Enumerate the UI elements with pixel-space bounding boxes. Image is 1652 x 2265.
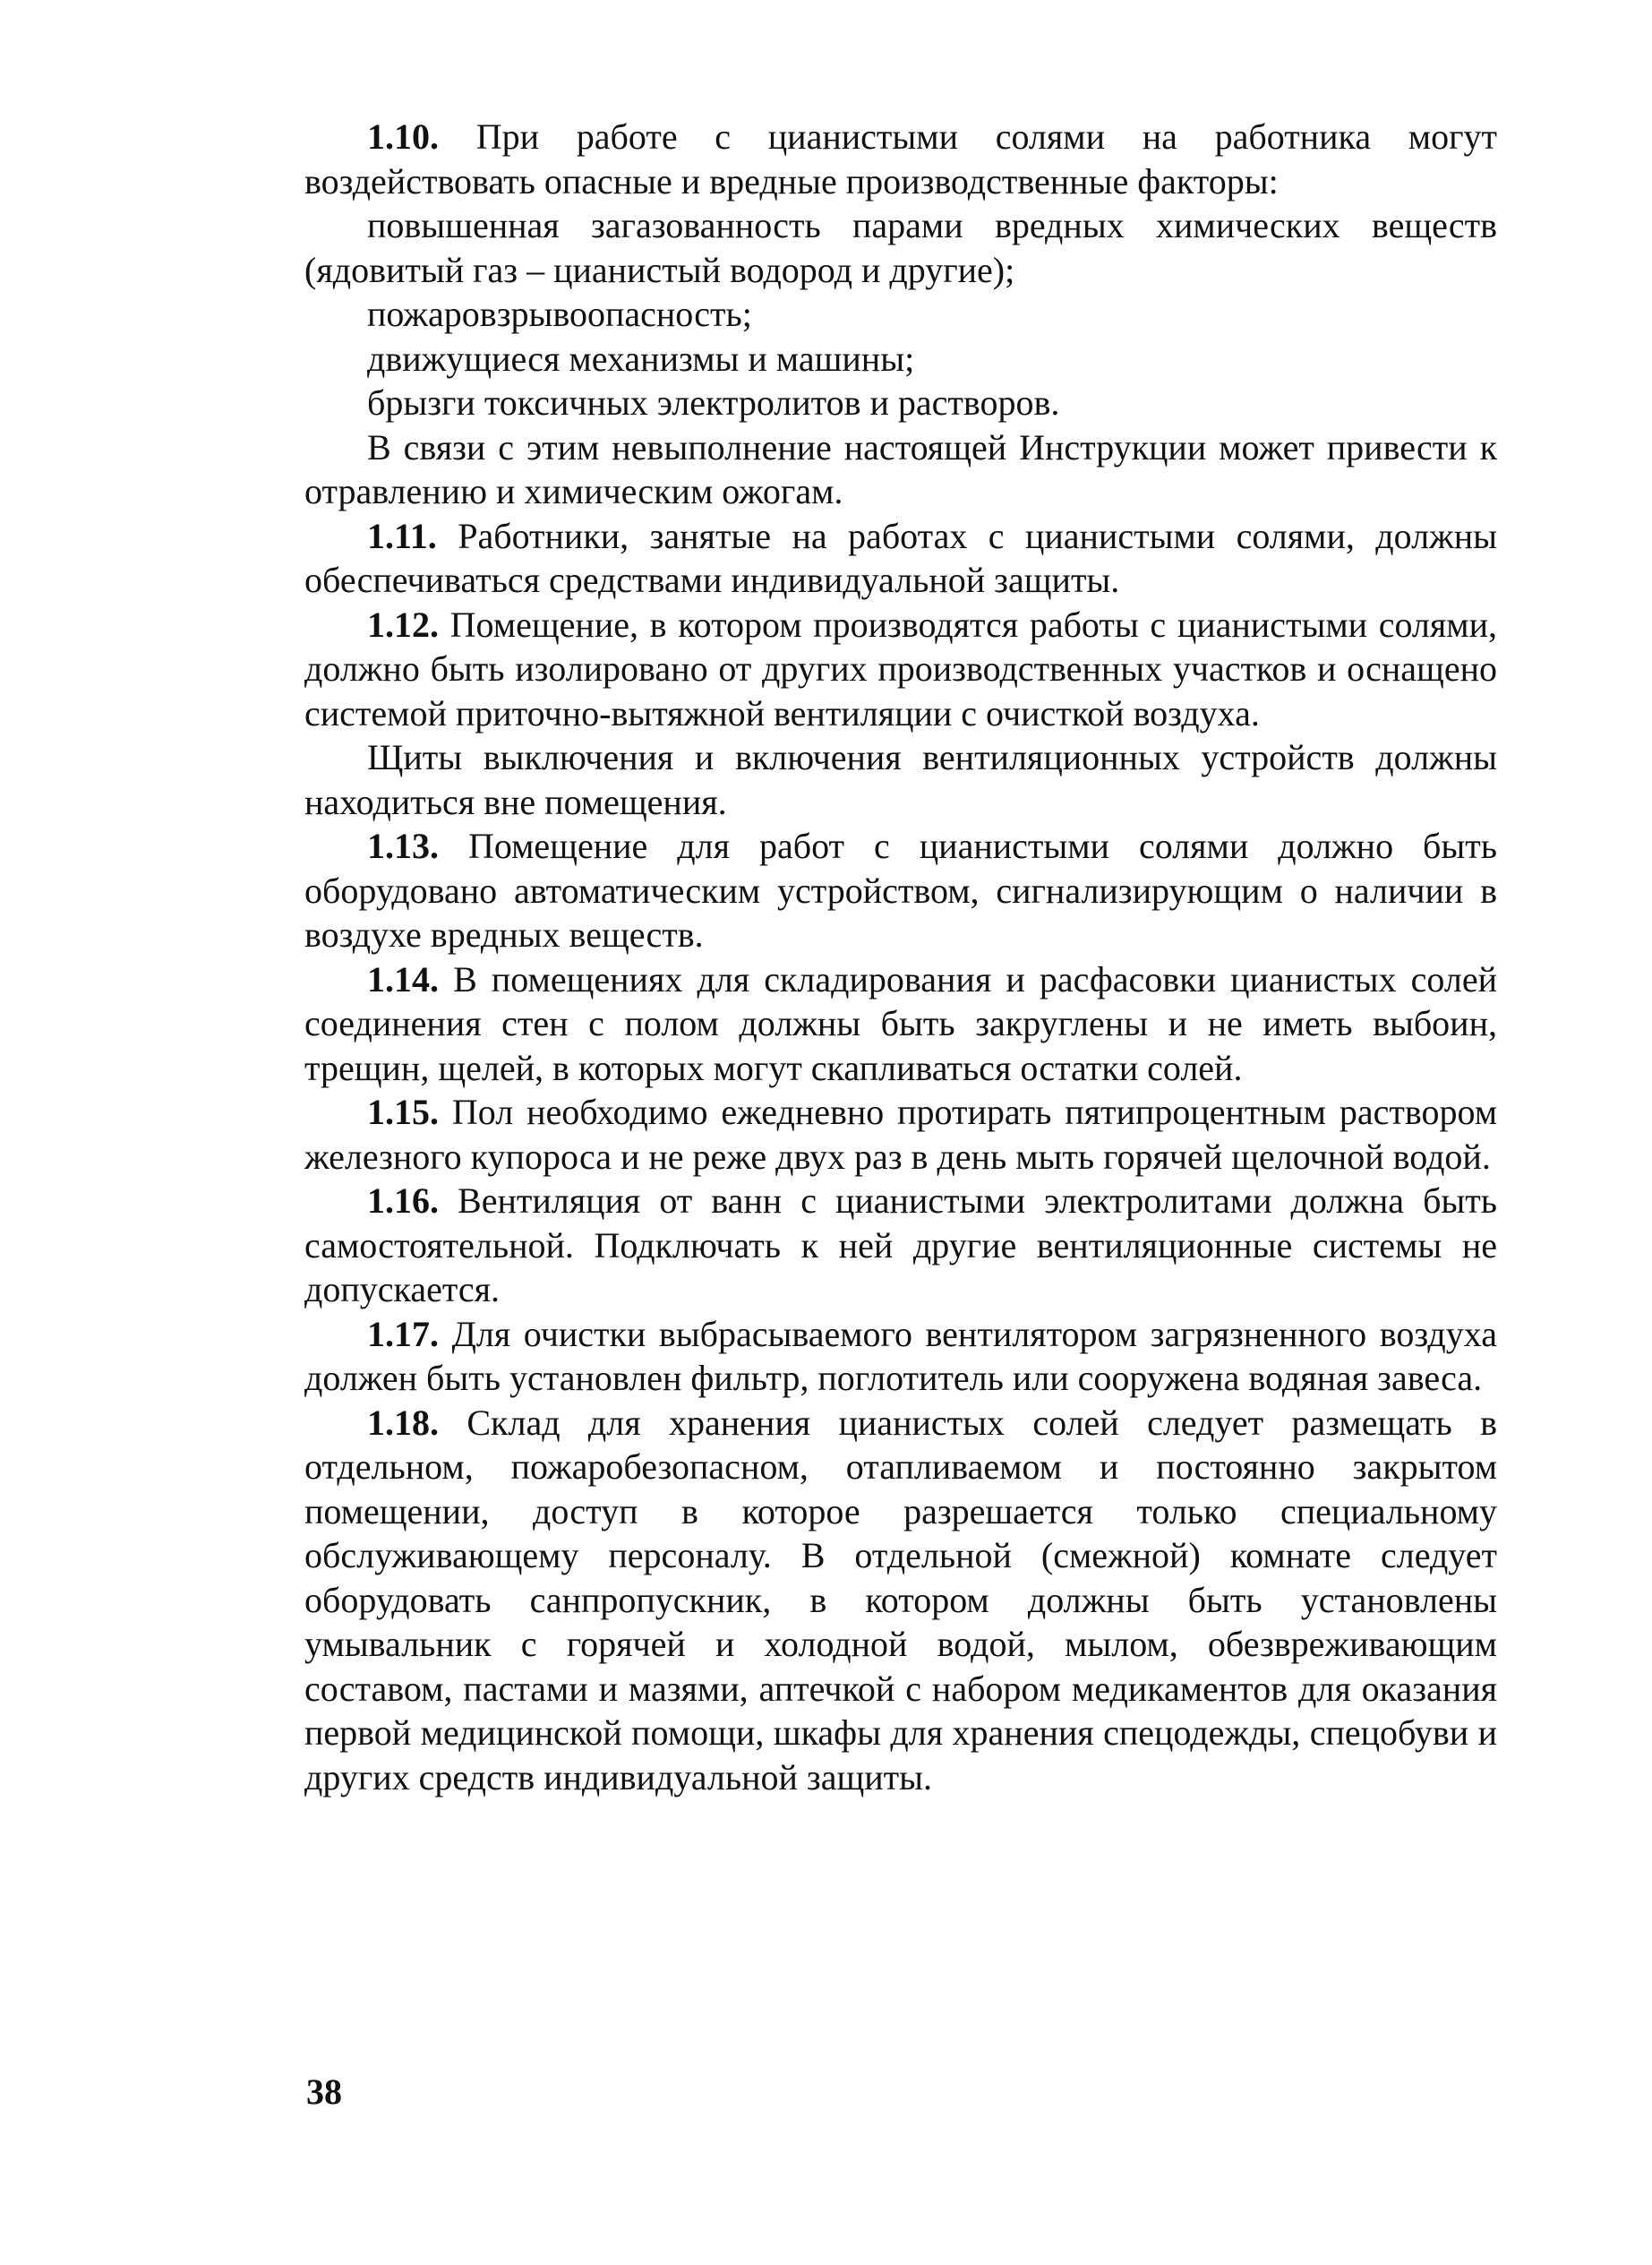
paragraph-text: При работе с цианистыми солями на работника могут воздействовать опасные и вредные производственные факторы: [304,116,1498,202]
paragraph-text: Помещение для работ с цианистыми солями должно быть оборудовано автоматическим устройством, сигнализирующим о наличии в воздухе вредных веществ. [304,826,1497,955]
paragraph-1-14 [304,957,1497,1091]
paragraph-1-18 [304,1401,1497,1800]
list-item-mechanisms [304,337,1497,382]
paragraph-1-11 [304,514,1497,603]
paragraph-1-12 [304,603,1497,736]
paragraph-1-16 [304,1179,1497,1312]
paragraph-text: Для очистки выбрасываемого вентилятором загрязненного воздуха должен быть установлен фильтр, поглотитель или сооружена водяная завеса. [304,1313,1498,1398]
paragraph-text: Работники, занятые на работах с цианистыми солями, должны обеспечиваться средствами индивидуальной защиты. [304,515,1497,600]
paragraph-text: Склад для хранения цианистых солей следует размещать в отдельном, пожаробезопасном, отапливаемом и постоянно закрытом помещении, доступ в которое разрешается только специальному обслуживающему персоналу. В отдельной (смежной) комнате следует оборудовать санпропускник, в котором должны быть установлены умывальник с горячей и холодной водой, мылом, обезвреживающим составом, пастами и мазями, аптечкой с набором медикаментов для оказания первой медицинской помощи, шкафы для хранения спецодежды, спецобуви и других средств индивидуальной защиты. [304,1402,1497,1797]
paragraph-text: повышенная загазованность парами вредных химических веществ (ядовитый газ – цианистый водород и другие); [304,205,1497,290]
paragraph-1-15 [304,1090,1497,1179]
paragraph-text: брызги токсичных электролитов и растворов. [367,382,1060,423]
paragraph-text: пожаровзрывоопасность; [367,294,752,334]
paragraph-1-17 [304,1312,1497,1401]
clause-number: 1.10. [367,116,439,157]
clause-number: 1.14. [367,958,439,1000]
list-item-splashes [304,381,1497,425]
paragraph-text: В помещениях для складирования и расфасовки цианистых солей соединения стен с полом должны быть закруглены и не иметь выбоин, трещин, щелей, в которых могут скапливаться остатки солей. [304,958,1497,1088]
list-item-gas [304,203,1497,292]
paragraph-text: Помещение, в котором производятся работы с цианистыми солями, должно быть изолировано от других производственных участков и оснащено системой приточно-вытяжной вентиляции с очисткой воздуха. [304,604,1498,734]
paragraph-consequences [304,425,1497,514]
clause-number: 1.12. [367,604,439,645]
paragraph-1-10 [304,115,1497,203]
paragraph-text: Щиты выключения и включения вентиляционных устройств должны находиться вне помещения. [304,737,1497,822]
paragraph-text: движущиеся механизмы и машины; [367,338,915,379]
paragraph-text: Вентиляция от ванн с цианистыми электролитами должна быть самостоятельной. Подключать к ней другие вентиляционные системы не допускается. [304,1180,1498,1309]
clause-number: 1.17. [367,1313,439,1354]
page-body [304,115,1497,1799]
list-item-fire [304,292,1497,337]
paragraph-1-13 [304,824,1497,957]
clause-number: 1.11. [367,515,437,556]
paragraph-text: Пол необходимо ежедневно протирать пятипроцентным раствором железного купороса и не реже двух раз в день мыть горячей щелочной водой. [304,1092,1497,1177]
paragraph-text: В связи с этим невыполнение настоящей Инструкции может привести к отравлению и химическим ожогам. [304,426,1497,511]
paragraph-switches [304,735,1497,824]
clause-number: 1.18. [367,1402,439,1443]
page-number: 38 [306,2072,342,2112]
clause-number: 1.13. [367,826,439,866]
clause-number: 1.16. [367,1180,439,1221]
clause-number: 1.15. [367,1092,439,1132]
